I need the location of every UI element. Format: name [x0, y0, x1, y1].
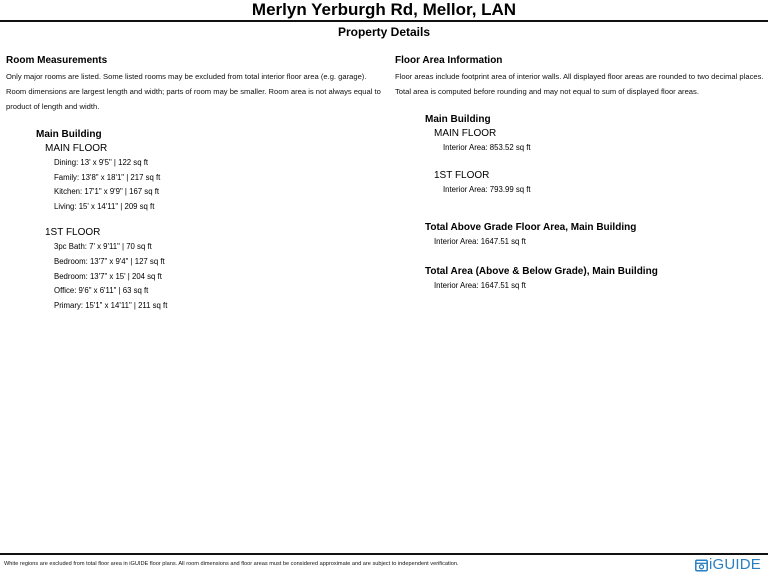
logo-text: iGUIDE	[708, 556, 761, 573]
building-block	[425, 113, 768, 293]
total-all-grade	[425, 265, 768, 293]
room-measurements-heading: Room Measurements	[6, 55, 108, 66]
room-item: Bedroom: 13'7" x 9'4" | 127 sq ft	[54, 256, 165, 266]
building-name: Main Building	[36, 129, 102, 140]
footer-disclaimer: White regions are excluded from total floor area in iGUIDE floor plans. All room dimensions and floor areas must be considered approximate and are subject to independent verification.	[4, 561, 459, 567]
floor-block-1st	[36, 226, 381, 313]
floor-area-heading: Floor Area Information	[395, 55, 503, 66]
total-heading: Total Area (Above & Below Grade), Main Building	[425, 266, 658, 278]
room-item: Dining: 13' x 9'5" | 122 sq ft	[54, 158, 149, 167]
building-name: Main Building	[425, 114, 491, 125]
interior-area: Interior Area: 793.99 sq ft	[443, 184, 531, 194]
room-item: 3pc Bath: 7' x 9'11" | 70 sq ft	[54, 242, 152, 252]
floor-block-main	[36, 142, 381, 214]
total-heading: Total Above Grade Floor Area, Main Building	[425, 222, 637, 234]
total-above-grade	[425, 221, 768, 249]
floor-name: 1ST FLOOR	[45, 227, 101, 239]
room-measurements-description: Only major rooms are listed. Some listed rooms may be excluded from total interior floor area (e.g. garage). Room dimensions are largest length and width; parts of room may be smaller. Room area is not always equal to product of length and width.	[6, 72, 381, 111]
floor-area-1st	[425, 169, 768, 198]
camera-box-icon	[695, 559, 708, 572]
iguide-logo	[695, 556, 761, 574]
page-title: Merlyn Yerburgh Rd, Mellor, LAN	[251, 0, 517, 19]
room-item: Bedroom: 13'7" x 15' | 204 sq ft	[54, 271, 162, 281]
footer-divider	[0, 553, 768, 555]
interior-area: Interior Area: 853.52 sq ft	[443, 143, 531, 152]
total-interior-area: Interior Area: 1647.51 sq ft	[434, 281, 526, 291]
floor-name: 1ST FLOOR	[434, 169, 490, 181]
room-item: Office: 9'6" x 6'11" | 63 sq ft	[54, 286, 149, 296]
floor-area-description: Floor areas include footprint area of interior walls. All displayed floor areas are rounded to two decimal places. Total area is computed before rounding and may not equal to sum of displayed floor areas.	[395, 72, 764, 96]
total-interior-area: Interior Area: 1647.51 sq ft	[434, 237, 526, 247]
floor-name: MAIN FLOOR	[45, 143, 108, 154]
room-item: Family: 13'8" x 18'1" | 217 sq ft	[54, 172, 161, 182]
floor-area-section	[395, 54, 768, 293]
room-item: Living: 15' x 14'11" | 209 sq ft	[54, 201, 155, 211]
page-subtitle: Property Details	[337, 25, 431, 39]
room-item: Kitchen: 17'1" x 9'9" | 167 sq ft	[54, 187, 160, 197]
floor-name: MAIN FLOOR	[434, 128, 497, 139]
room-measurements-section	[6, 54, 381, 325]
title-divider	[0, 20, 768, 22]
floor-area-main	[425, 127, 768, 156]
room-item: Primary: 15'1" x 14'11" | 211 sq ft	[54, 300, 168, 310]
building-block	[36, 128, 381, 313]
